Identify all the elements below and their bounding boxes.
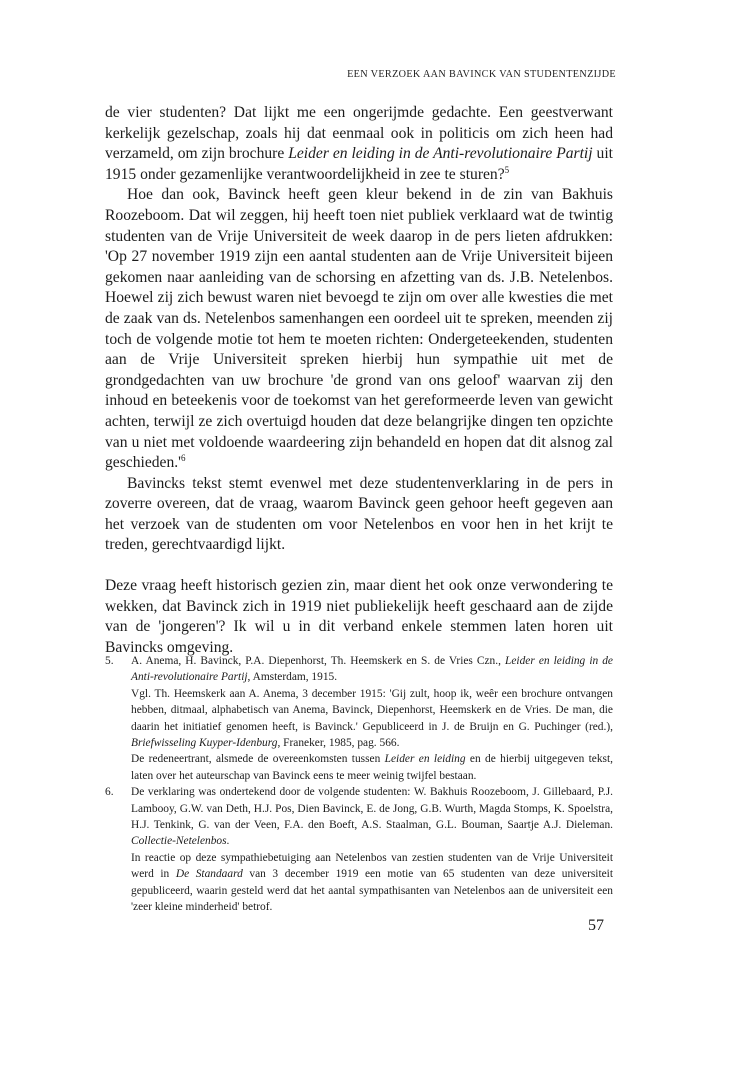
footnote-text: De redeneertrant, alsmede de overeenkomsten tussen: [131, 753, 385, 766]
footnotes: [105, 653, 613, 916]
paragraph-2-text: Hoe dan ook, Bavinck heeft geen kleur bekend in de zin van Bakhuis Roozeboom. Dat wil zeggen, hij heeft toen niet publiek verklaard wat de twintig studenten van de Vrije Universiteit de week daarop in de pers lieten afdrukken: 'Op 27 november 1919 zijn een aantal studenten aan de Vrije Universiteit bijeen gekomen naar aanleiding van de schorsing en afzetting van ds. J.B. Netelenbos. Hoewel zij zich bewust waren niet bevoegd te zijn om over alle kwesties die met de zaak van ds. Netelenbos samenhangen een oordeel uit te spreken, meenden zij toch de volgende motie tot hem te moeten richten: Ondergeteekenden, studenten aan de Vrije Universiteit spreken hierbij hun sympathie uit met de grondgedachten van uw brochure 'de grond van ons geloof' waarvan zij den inhoud en beteekenis voor de toekomst van het gereformeerde leven van gewicht achten, terwijl ze zich overtuigd houden dat deze belangrijke dingen ten opzichte van u niet met voldoende waardeering zijn behandeld en hopen dat dit alsnog zal geschieden.': [105, 186, 613, 472]
footnote-5-line-3: [131, 751, 613, 784]
footnote-ref-6[interactable]: 6: [180, 453, 186, 464]
footnote-6-line-2: [131, 850, 613, 916]
footnote-title: Briefwisseling Kuyper-Idenburg: [131, 737, 278, 750]
paragraph-1-text-a: de vier studenten? Dat lijkt me een ongerijmde gedachte. Een geestverwant kerkelijk gezelschap, zoals hij dat eenmaal ook in politicis om zich heen had verzameld, om zijn brochure: [105, 104, 613, 163]
footnote-ref-5[interactable]: 5: [504, 164, 510, 175]
footnote-5-line-1: [131, 653, 613, 686]
footnote-text: en de hierbij uitgegeven tekst, laten over het auteurschap van Bavinck eens te meer weinig twijfel bestaan.: [131, 753, 613, 782]
footnote-text: , Franeker, 1985, pag. 566.: [277, 737, 400, 750]
running-header: EEN VERZOEK AAN BAVINCK VAN STUDENTENZIJDE: [347, 69, 616, 80]
footnote-text: Vgl. Th. Heemskerk aan A. Anema, 3 december 1915: 'Gij zult, hoop ik, weêr een brochure ontvangen hebben, ditmaal, alphabetisch van Anema, Bavinck, Diepenhorst, Heemskerk en de Vries. De man, die daarin het initiatief genomen heeft, is Bavinck.' Gepubliceerd in J. de Bruijn en G. Puchinger (red.),: [131, 687, 613, 733]
page-number: 57: [588, 917, 604, 934]
footnote-title: Collectie-Netelenbos: [131, 835, 227, 848]
footnote-title: Leider en leiding in de Anti-revolutionaire Partij: [131, 655, 613, 684]
footnote-6-line-1: [131, 784, 613, 850]
footnote-number: 5.: [105, 655, 114, 667]
footnote-number: 6.: [105, 786, 114, 799]
paragraph-1: [105, 103, 613, 185]
footnote-5: [105, 653, 613, 784]
footnote-text: , Amsterdam, 1915.: [247, 671, 338, 684]
paragraph-1-text-b: uit 1915 onder gezamenlijke verantwoordelijkheid in zee te sturen?: [105, 145, 613, 183]
footnote-text: De verklaring was ondertekend door de volgende studenten: W. Bakhuis Roozeboom, J. Gillebaard, P.J. Lambooy, G.W. van Deth, H.J. Pos, Dien Bavinck, E. de Jong, G.B. Wurth, Magda Stomps, K. Spoelstra, H.J. Tenkink, G. van der Veen, F.A. den Boeft, A.S. Staalman, G.L. Bouman, Saartje A.J. Dieleman.: [131, 786, 613, 832]
footnote-text: .: [226, 835, 230, 848]
body-text: [105, 103, 613, 658]
footnote-title: Leider en leiding: [384, 753, 466, 766]
paragraph-2: [105, 185, 613, 473]
footnote-text: van 3 december 1919 een motie van 65 studenten van deze universiteit gepubliceerd, waarin gesteld werd dat het aantal sympathisanten van Netelenbos aan de universiteit een 'zeer kleine minderheid' betrof.: [131, 868, 614, 914]
brochure-title: Leider en leiding in de Anti-revolutionaire Partij: [288, 145, 593, 163]
paragraph-3: Bavincks tekst stemt evenwel met deze studentenverklaring in de pers in zoverre overeen, dat de vraag, waarom Bavinck geen gehoor heeft gegeven aan het verzoek van de studenten om voor Netelenbos en voor hen in het krijt te treden, gerechtvaardigd lijkt.: [105, 474, 613, 554]
footnote-6: [105, 784, 613, 915]
footnote-text: A. Anema, H. Bavinck, P.A. Diepenhorst, Th. Heemskerk en S. de Vries Czn.,: [131, 655, 506, 667]
footnote-title: De Standaard: [175, 868, 243, 881]
paragraph-4: Deze vraag heeft historisch gezien zin, maar dient het ook onze verwondering te wekken, dat Bavinck zich in 1919 niet publiekelijk heeft geschaard aan de zijde van de 'jongeren'? Ik wil u in dit verband enkele stemmen laten horen uit Bavincks omgeving.: [105, 577, 613, 656]
footnote-5-line-2: [131, 686, 613, 752]
footnote-text: In reactie op deze sympathiebetuiging aan Netelenbos van zestien studenten van de Vrije Universiteit werd in: [131, 851, 613, 881]
